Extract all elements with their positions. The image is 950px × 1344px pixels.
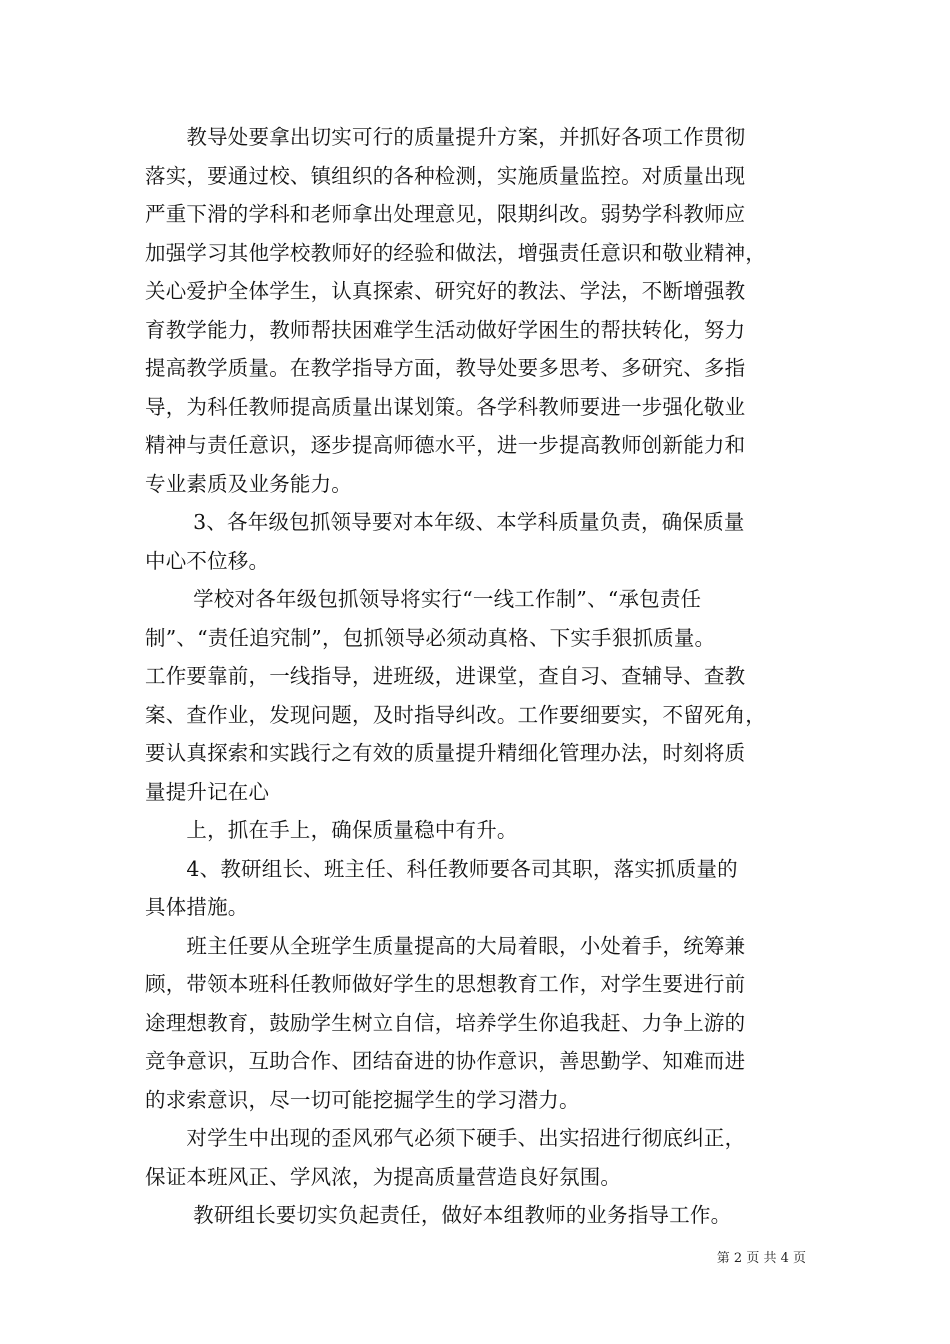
text-line: 要认真探索和实践行之有效的质量提升精细化管理办法，时刻将质: [145, 741, 746, 765]
text-line: 专业素质及业务能力。: [145, 471, 352, 496]
text-line: 学校对各年级包抓领导将实行“一线工作制”、“承包责任: [145, 587, 702, 611]
text-line: 对学生中出现的歪风邪气必须下硬手、出实招进行彻底纠正，: [145, 1126, 746, 1150]
text-line: 精神与责任意识，逐步提高师德水平，进一步提高教师创新能力和: [145, 433, 746, 457]
text-line: 具体措施。: [145, 895, 249, 919]
text-line: 班主任要从全班学生质量提高的大局着眼，小处着手，统筹兼: [145, 933, 746, 958]
text-line: 落实，要通过校、镇组织的各种检测，实施质量监控。对质量出现: [145, 163, 746, 188]
text-line: 3、各年级包抓领导要对本年级、本学科质量负责，确保质量: [145, 510, 745, 534]
text-line: 育教学能力，教师帮扶困难学生活动做好学困生的帮扶转化，努力: [145, 317, 746, 342]
text-line: 工作要靠前，一线指导，进班级，进课堂，查自习、查辅导、查教: [145, 664, 746, 688]
text-line: 保证本班风正、学风浓，为提高质量营造良好氛围。: [145, 1164, 622, 1189]
text-line: 教导处要拿出切实可行的质量提升方案，并抓好各项工作贯彻: [145, 125, 746, 149]
text-line: 的求索意识，尽一切可能挖掘学生的学习潜力。: [145, 1087, 580, 1112]
text-line: 制”、“责任追究制”，包抓领导必须动真格、下实手狠抓质量。: [145, 625, 716, 650]
text-line: 量提升记在心: [145, 779, 270, 804]
text-line: 顾，带领本班科任教师做好学生的思想教育工作，对学生要进行前: [145, 972, 746, 996]
text-line: 中心不位移。: [145, 548, 270, 573]
text-line: 上，抓在手上，确保质量稳中有升。: [145, 818, 518, 842]
document-body: [145, 118, 815, 1235]
page-number: 第 2 页 共 4 页: [716, 1251, 806, 1266]
text-line: 提高教学质量。在教学指导方面，教导处要多思考、多研究、多指: [145, 356, 746, 380]
text-line: 加强学习其他学校教师好的经验和做法，增强责任意识和敬业精神，: [145, 240, 766, 265]
text-line: 途理想教育，鼓励学生树立自信，培养学生你追我赶、力争上游的: [145, 1010, 746, 1035]
text-line: 导，为科任教师提高质量出谋划策。各学科教师要进一步强化敬业: [145, 394, 746, 419]
text-line: 案、查作业，发现问题，及时指导纠改。工作要细要实，不留死角，: [145, 702, 766, 727]
text-line: 关心爱护全体学生，认真探索、研究好的教法、学法，不断增强教: [145, 279, 746, 303]
text-line: 竞争意识，互助合作、团结奋进的协作意识，善思勤学、知难而进: [145, 1049, 746, 1073]
text-line: 教研组长要切实负起责任，做好本组教师的业务指导工作。: [145, 1203, 732, 1227]
text-line: 严重下滑的学科和老师拿出处理意见，限期纠改。弱势学科教师应: [145, 202, 746, 226]
text-line: 4、教研组长、班主任、科任教师要各司其职，落实抓质量的: [145, 856, 738, 881]
